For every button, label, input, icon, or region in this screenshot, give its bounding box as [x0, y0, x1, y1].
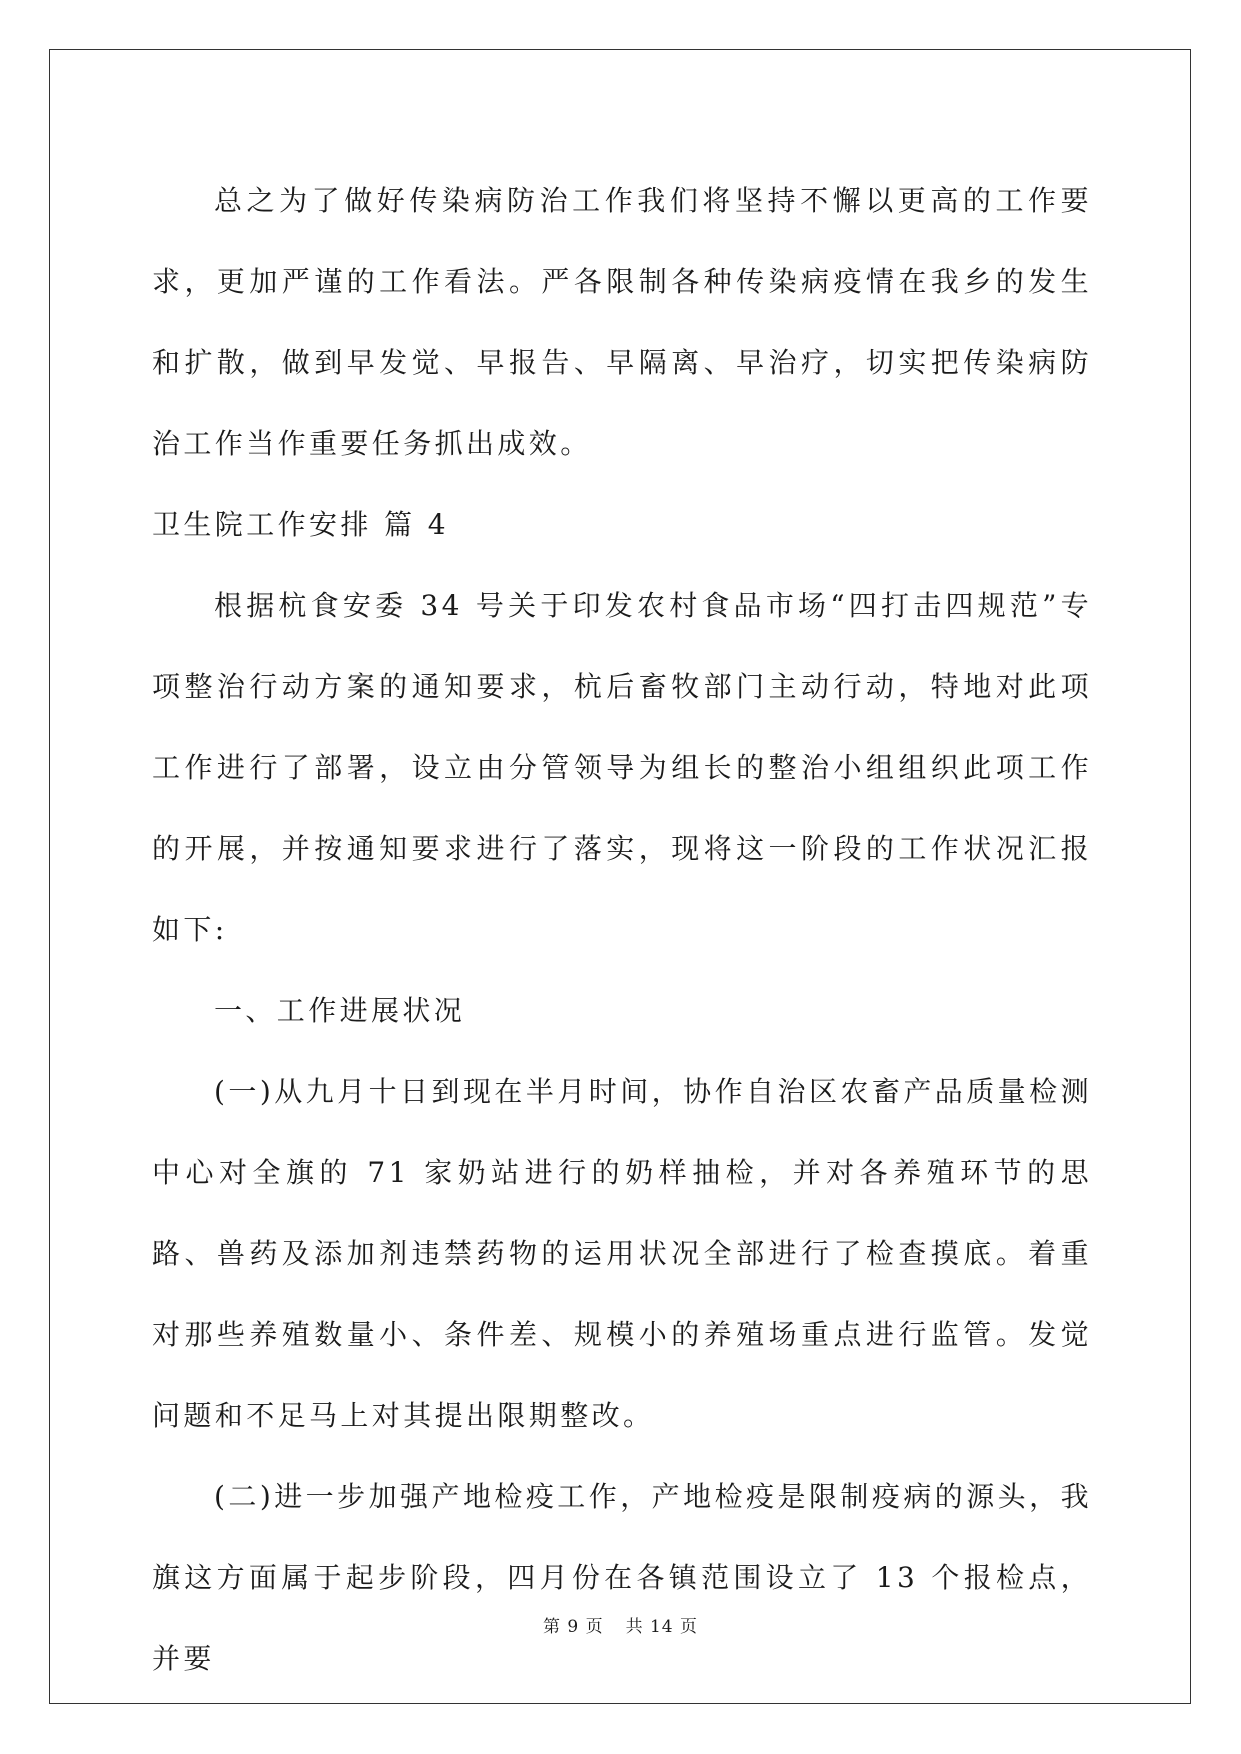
page-number-current: 第 9 页 [542, 1617, 604, 1637]
paragraph-summary: 总之为了做好传染病防治工作我们将坚持不懈以更高的工作要求，更加严谨的工作看法。严各限制各种传染病疫情在我乡的发生和扩散，做到早发觉、早报告、早隔离、早治疗，切实把传染病防治工作当作重要任务抓出成效。 [152, 184, 1092, 460]
paragraph-intro: 根据杭食安委 34 号关于印发农村食品市场“四打击四规范”专项整治行动方案的通知要求，杭后畜牧部门主动行动，特地对此项工作进行了部署，设立由分管领导为组长的整治小组组织此项工作的开展，并按通知要求进行了落实，现将这一阶段的工作状况汇报如下: [152, 589, 1092, 946]
page-number-total: 共 14 页 [625, 1617, 699, 1637]
section-heading: 卫生院工作安排 篇 4 [152, 508, 450, 541]
page-footer [0, 1612, 1241, 1637]
document-body [152, 160, 1092, 1699]
paragraph-item-1: (一)从九月十日到现在半月时间，协作自治区农畜产品质量检测中心对全旗的 71 家奶站进行的奶样抽检，并对各养殖环节的思路、兽药及添加剂违禁药物的运用状况全部进行了检查摸底。着重对那些养殖数量小、条件差、规模小的养殖场重点进行监管。发觉问题和不足马上对其提出限期整改。 [152, 1075, 1092, 1432]
paragraph-item-2: (二)进一步加强产地检疫工作，产地检疫是限制疫病的源头，我旗这方面属于起步阶段，四月份在各镇范围设立了 13 个报检点，并要 [152, 1480, 1092, 1675]
subheading-progress: 一、工作进展状况 [214, 994, 466, 1027]
